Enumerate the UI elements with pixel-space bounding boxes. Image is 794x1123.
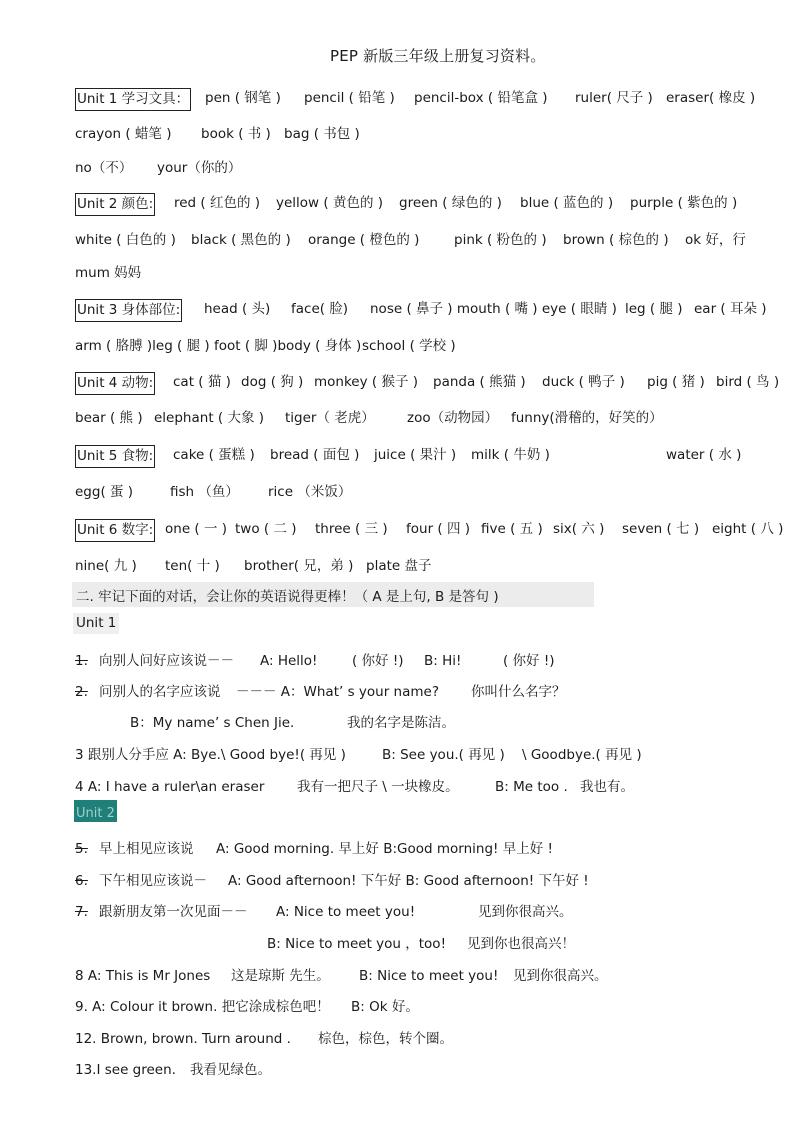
vocab-item: ear ( 耳朵 ): [694, 301, 767, 317]
vocab-item: head ( 头): [204, 301, 271, 317]
dialogue-text: 我的名字是陈洁。: [347, 715, 455, 731]
dialogue-text: 我也有。: [580, 779, 634, 795]
unit-label-box: Unit 6 数字:: [75, 519, 155, 542]
vocab-item: crayon ( 蜡笔 ): [75, 126, 172, 142]
vocab-item: four ( 四 ): [406, 521, 471, 537]
vocab-item: tiger（ 老虎）: [285, 410, 375, 426]
dialogue-text: B: Ok 好。: [351, 999, 419, 1015]
vocab-item: five ( 五 ): [481, 521, 543, 537]
dialogue-number: 1.: [75, 653, 88, 669]
vocab-item: zoo（动物园）: [407, 410, 499, 426]
vocab-item: brown ( 棕色的 ): [563, 232, 669, 248]
dialogue-text: 12. Brown, brown. Turn around .: [75, 1031, 291, 1047]
section2-heading-bar: [72, 582, 594, 607]
vocab-item: blue ( 蓝色的 ): [520, 195, 614, 211]
vocab-item: black ( 黑色的 ): [191, 232, 291, 248]
vocab-item: three ( 三 ): [315, 521, 388, 537]
dialogue-text: 我有一把尺子 \ 一块橡皮。: [297, 779, 459, 795]
dialogue-text: 棕色，棕色，转个圈。: [318, 1031, 453, 1047]
vocab-item: mum 妈妈: [75, 265, 142, 281]
dialogue-text: 早上相见应该说: [99, 841, 194, 857]
dialogue-text: ( 你好 !): [352, 653, 404, 669]
dialogue-number: 6.: [75, 873, 88, 889]
vocab-item: white ( 白色的 ): [75, 232, 176, 248]
dialogue-text: 9. A: Colour it brown. 把它涂成棕色吧！: [75, 999, 330, 1015]
vocab-item: water ( 水 ): [666, 447, 742, 463]
vocab-item: six( 六 ): [553, 521, 605, 537]
dialogue-text: －－－ A：What’ s your name?: [236, 684, 440, 700]
vocab-item: milk ( 牛奶 ): [471, 447, 550, 463]
vocab-item: plate 盘子: [366, 558, 432, 574]
vocab-item: red ( 红色的 ): [174, 195, 261, 211]
dialogue-text: 跟新朋友第一次见面－－: [99, 904, 248, 920]
dialogue-text: 见到你很高兴。: [513, 968, 608, 984]
vocab-item: funny(滑稽的，好笑的）: [511, 410, 663, 426]
unit1-tag-label: Unit 1: [76, 615, 117, 631]
vocab-item: panda ( 熊猫 ): [433, 374, 526, 390]
section2-heading: 二. 牢记下面的对话，会让你的英语说得更棒！（ A 是上句, B 是答句 ): [76, 589, 499, 605]
dialogue-text: 下午相见应该说－: [99, 873, 207, 889]
dialogue-text: 见到你也很高兴！: [467, 936, 575, 952]
dialogue-text: B: Nice to meet you ，too!: [267, 936, 446, 952]
vocab-item: bag ( 书包 ): [284, 126, 360, 142]
dialogue-text: A: Good afternoon! 下午好 B: Good afternoon! 下午好 !: [228, 873, 589, 889]
dialogue-number: 2.: [75, 684, 88, 700]
dialogue-text: 13.I see green.: [75, 1062, 176, 1078]
vocab-item: pencil-box ( 铅笔盒 ): [414, 90, 548, 106]
vocab-item: monkey ( 猴子 ): [314, 374, 419, 390]
unit-label-box: Unit 1 学习文具：: [75, 88, 191, 111]
unit-label-box: Unit 5 食物:: [75, 445, 155, 468]
dialogue-text: 这是琼斯 先生。: [231, 968, 330, 984]
dialogue-text: B: See you.( 再见 ): [382, 747, 505, 763]
dialogue-text: B：My name’ s Chen Jie.: [130, 715, 295, 731]
dialogue-text: 见到你很高兴。: [478, 904, 573, 920]
vocab-item: nine( 九 ): [75, 558, 137, 574]
dialogue-text: 向别人问好应该说－－: [99, 653, 234, 669]
vocab-item: pig ( 猪 ): [647, 374, 705, 390]
dialogue-text: A: Nice to meet you!: [276, 904, 416, 920]
vocab-item: leg ( 腿 ): [625, 301, 683, 317]
vocab-item: ten( 十 ): [165, 558, 220, 574]
dialogue-text: B: Me too .: [495, 779, 568, 795]
vocab-item: bread ( 面包 ): [270, 447, 360, 463]
vocab-item: bird ( 鸟 ): [716, 374, 780, 390]
vocab-item: eraser( 橡皮 ): [666, 90, 756, 106]
unit2-tag: [74, 800, 117, 822]
dialogue-text: 你叫什么名字？: [471, 684, 566, 700]
dialogue-text: 3 跟别人分手应 A: Bye.\ Good bye!( 再见 ): [75, 747, 346, 763]
vocab-item: cake ( 蛋糕 ): [173, 447, 255, 463]
vocab-item: juice ( 果汁 ): [374, 447, 457, 463]
dialogue-text: 我看见绿色。: [190, 1062, 271, 1078]
unit-label-box: Unit 2 颜色:: [75, 193, 155, 216]
unit-label-box: Unit 3 身体部位:: [75, 299, 182, 322]
vocab-item: green ( 绿色的 ): [399, 195, 502, 211]
dialogue-text: 8 A: This is Mr Jones: [75, 968, 211, 984]
vocab-item: seven ( 七 ): [622, 521, 700, 537]
page-title: PEP 新版三年级上册复习资料。: [330, 47, 546, 65]
unit-label-box: Unit 4 动物:: [75, 372, 155, 395]
dialogue-text: 4 A: I have a ruler\an eraser: [75, 779, 265, 795]
vocab-item: fish （鱼）: [170, 484, 239, 500]
vocab-item: rice （米饭）: [268, 484, 352, 500]
vocab-item: your（你的）: [157, 160, 242, 176]
vocab-item: bear ( 熊 ): [75, 410, 143, 426]
vocab-item: pen ( 钢笔 ): [205, 90, 281, 106]
vocab-item: two ( 二 ): [235, 521, 297, 537]
dialogue-text: B: Nice to meet you!: [359, 968, 499, 984]
vocab-item: dog ( 狗 ): [241, 374, 304, 390]
unit1-tag: [73, 613, 119, 634]
vocab-item: eight ( 八 ): [712, 521, 784, 537]
dialogue-text: A: Hello!: [260, 653, 318, 669]
vocab-item: ruler( 尺子 ): [575, 90, 653, 106]
dialogue-number: 7.: [75, 904, 88, 920]
vocab-item: face( 脸): [291, 301, 349, 317]
vocab-item: yellow ( 黄色的 ): [276, 195, 384, 211]
vocab-item: cat ( 猫 ): [173, 374, 231, 390]
dialogue-text: 问别人的名字应该说: [99, 684, 221, 700]
vocab-item: nose ( 鼻子 ) mouth ( 嘴 ) eye ( 眼睛 ): [370, 301, 617, 317]
vocab-item: pink ( 粉色的 ): [454, 232, 547, 248]
dialogue-number: 5.: [75, 841, 88, 857]
vocab-item: ok 好，行: [685, 232, 746, 248]
vocab-item: elephant ( 大象 ): [154, 410, 265, 426]
vocab-item: duck ( 鸭子 ): [542, 374, 625, 390]
vocab-item: brother( 兄，弟 ): [244, 558, 354, 574]
dialogue-text: A: Good morning. 早上好 B:Good morning! 早上好 !: [216, 841, 553, 857]
vocab-item: one ( 一 ): [165, 521, 228, 537]
vocab-item: no（不）: [75, 160, 133, 176]
vocab-item: book ( 书 ): [201, 126, 271, 142]
vocab-item: orange ( 橙色的 ): [308, 232, 420, 248]
unit2-tag-label: Unit 2: [76, 806, 115, 821]
vocab-item: pencil ( 铅笔 ): [304, 90, 395, 106]
vocab-item: school ( 学校 ): [362, 338, 456, 354]
dialogue-text: B: Hi!: [424, 653, 462, 669]
vocab-item: purple ( 紫色的 ): [630, 195, 738, 211]
vocab-item: arm ( 胳膊 )leg ( 腿 ) foot ( 脚 )body ( 身体 ): [75, 338, 362, 354]
dialogue-text: \ Goodbye.( 再见 ): [522, 747, 642, 763]
dialogue-text: ( 你好 !): [503, 653, 555, 669]
vocab-item: egg( 蛋 ): [75, 484, 134, 500]
